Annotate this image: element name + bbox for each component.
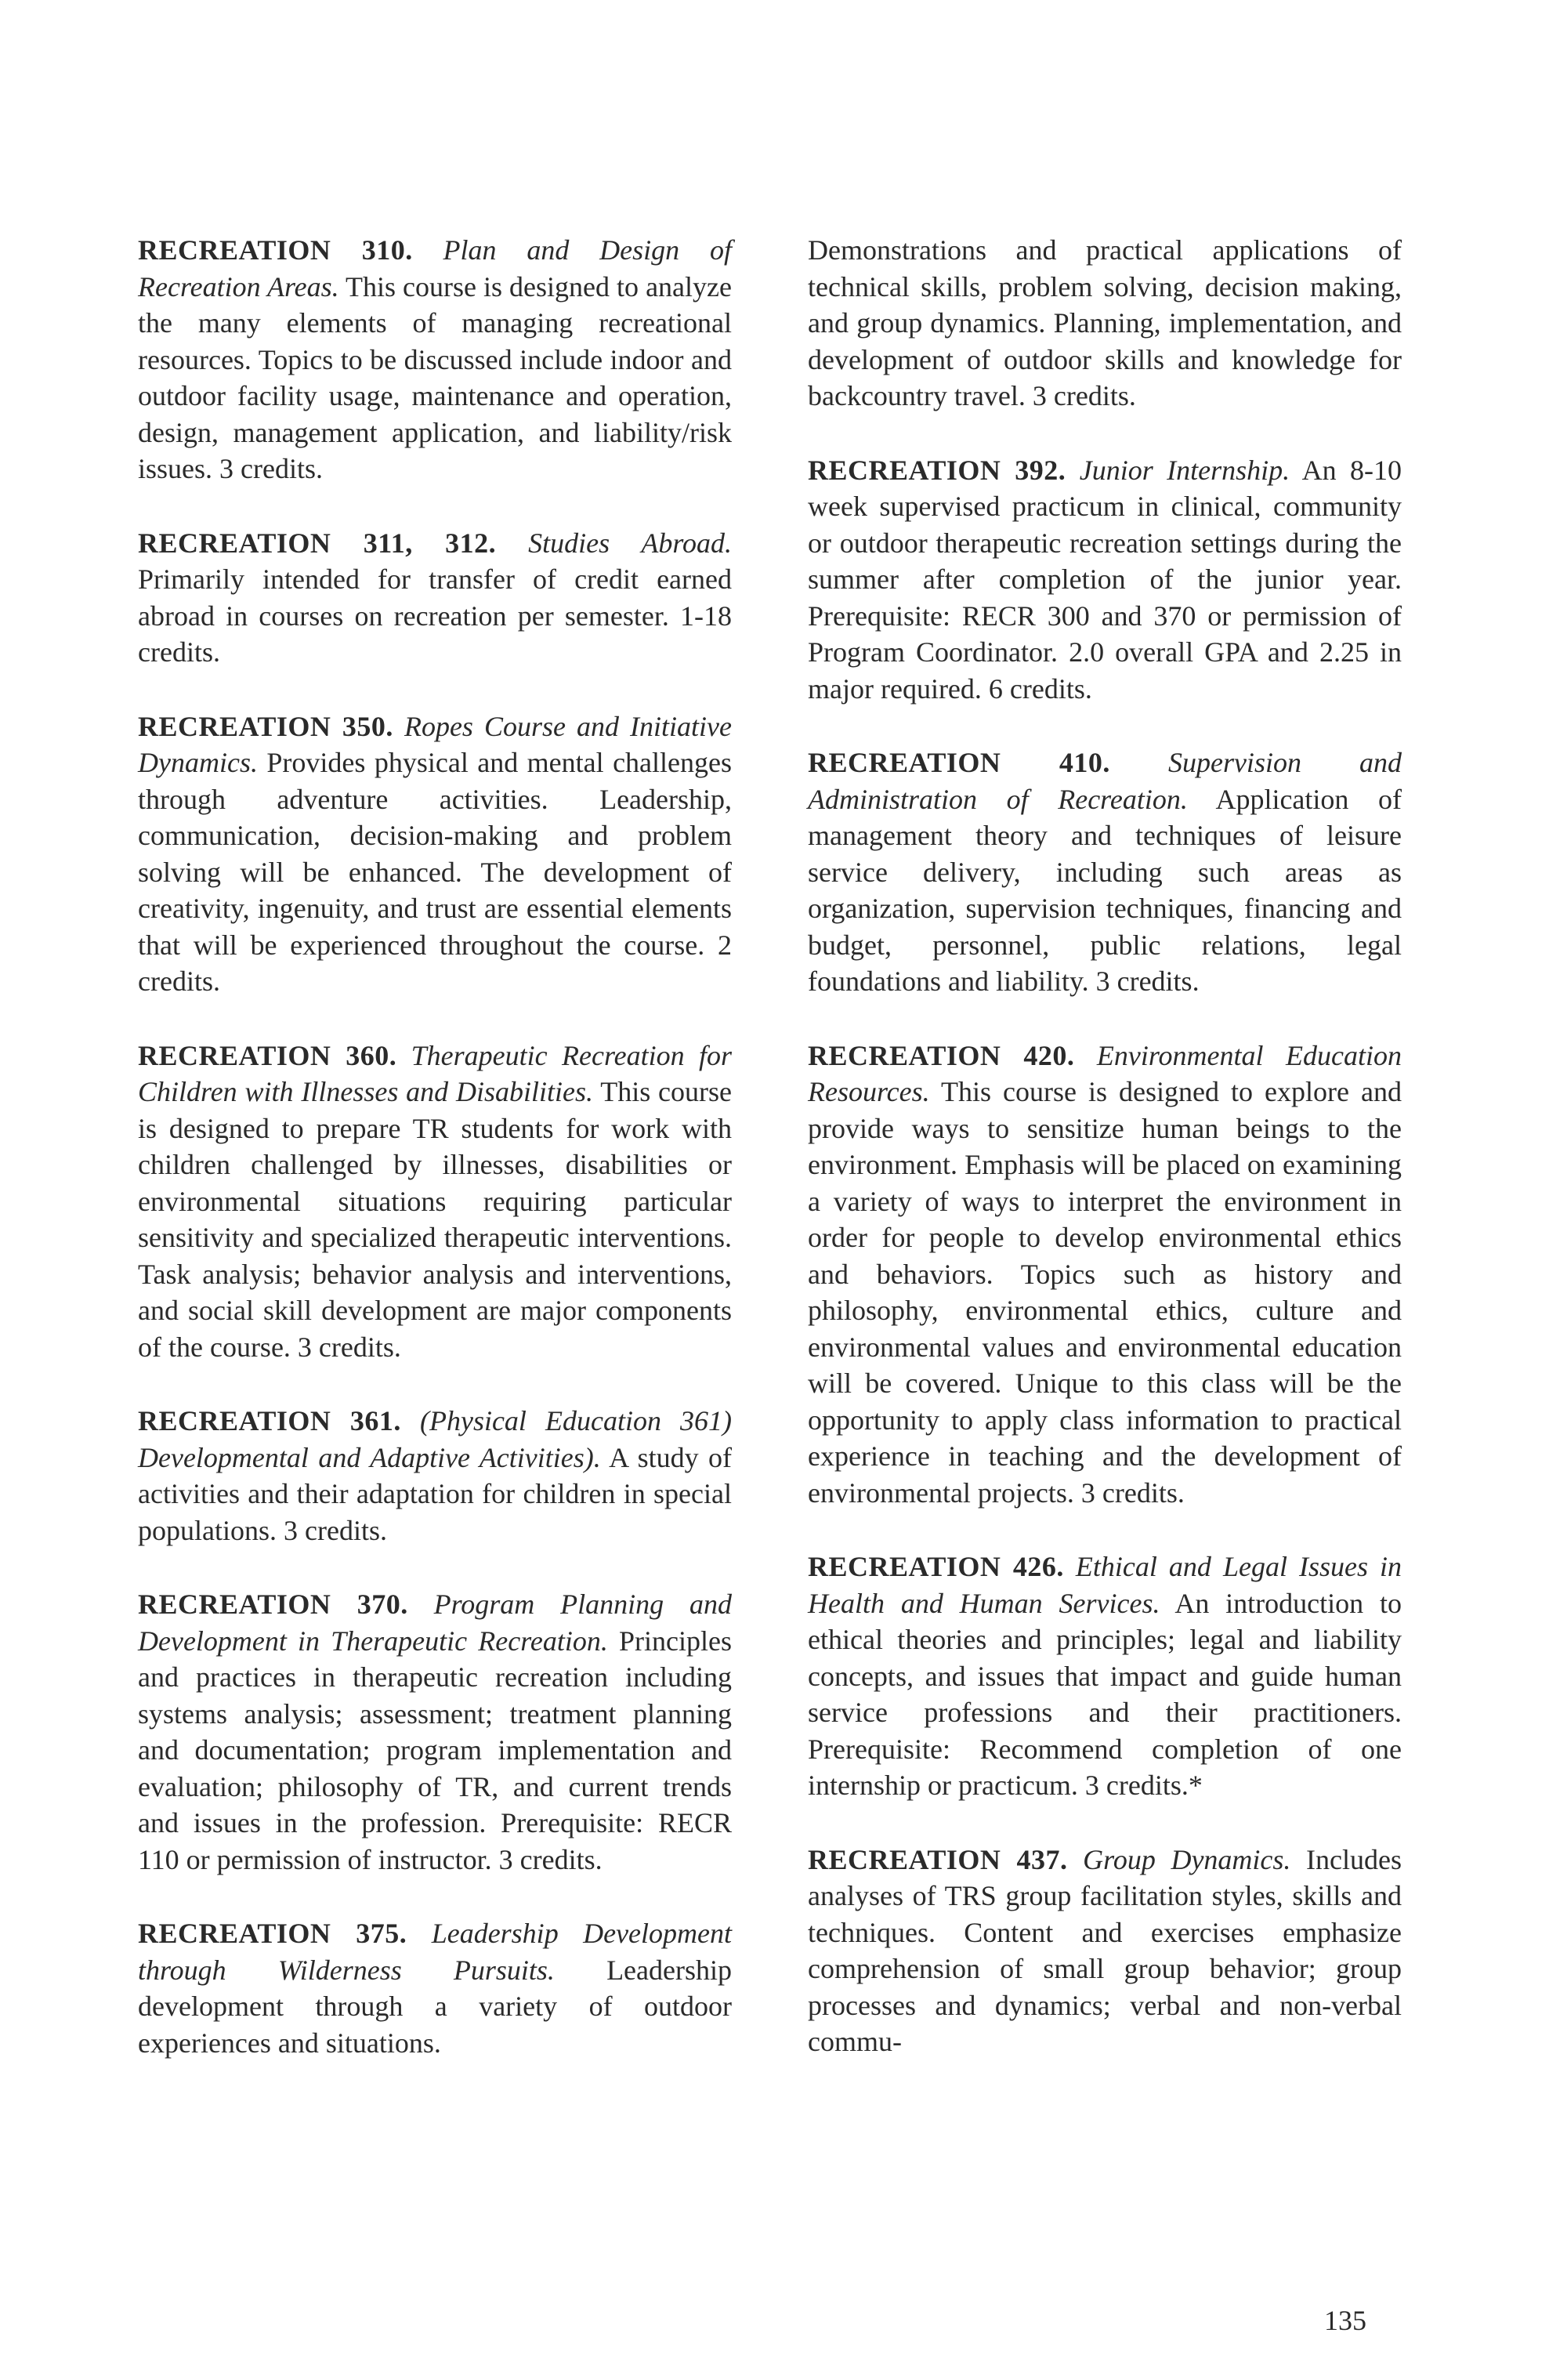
course-description: Demonstrations and practical applications of technical skills, problem solving, decision making, and group dynamics. Planning, implementation, and development of outdoor skills and knowledge for backcountry travel. 3 credits.	[808, 234, 1402, 411]
course-title: Therapeutic Recreation for Children with Illnesses and Disabilities.	[138, 1039, 732, 1107]
course-heading: RECREATION 311, 312.	[138, 527, 497, 559]
course-entry-410	[808, 744, 1402, 1000]
course-description: Principles and practices in therapeutic recreation including systems analysis; assessment; treatment planning and documentation; program implementation and evaluation; philosophy of TR, and current trends and issues in the profession. Prerequisite: RECR 110 or permission of instructor. 3 credits.	[138, 1625, 733, 1875]
page-number: 135	[1324, 2305, 1366, 2336]
course-description: Includes analyses of TRS group facilitation styles, skills and techniques. Content and exercises emphasize comprehension of small group behavior; group processes and dynamics; verbal and non-verbal commu-	[808, 1843, 1402, 2057]
course-title: Program Planning and Development in Therapeutic Recreation.	[138, 1588, 733, 1657]
course-title: Leadership Development through Wilderness Pursuits.	[138, 1918, 733, 1986]
course-description: Leadership development through a variety of outdoor experiences and situations.	[138, 1954, 732, 2059]
course-heading: RECREATION 360.	[138, 1039, 397, 1071]
course-description: This course is designed to analyze the many elements of managing recreational resources. Topics to be discussed include indoor and outdoor facility usage, maintenance and operation, design, management application, and liability/risk issues. 3 credits.	[138, 270, 732, 484]
course-entry-375-continued	[808, 232, 1402, 415]
course-entry-420	[808, 1038, 1402, 1512]
course-entry-350	[138, 708, 732, 1000]
course-description: An introduction to ethical theories and principles; legal and liability concepts, and issues that impact and guide human service professions and their practitioners. Prerequisite: Recommend completion of one internship or practicum. 3 credits.*	[808, 1587, 1402, 1801]
course-entry-392	[808, 452, 1402, 708]
course-description: Provides physical and mental challenges through adventure activities. Leadership, communication, decision-making and problem solving will be enhanced. The development of creativity, ingenuity, and trust are essential elements that will be experienced throughout the course. 2 credits.	[138, 747, 732, 997]
course-title: Plan and Design of Recreation Areas.	[138, 234, 732, 302]
course-description: This course is designed to explore and provide ways to sensitize human beings to the environment. Emphasis will be placed on examining a variety of ways to interpret the environment in order for people to develop environmental ethics and behaviors. Topics such as history and philosophy, environmental ethics, culture and environmental values and environmental education will be covered. Unique to this class will be the opportunity to apply class information to practical experience in teaching and the development of environmental projects. 3 credits.	[808, 1076, 1402, 1509]
course-entry-426	[808, 1549, 1402, 1804]
course-title: Group Dynamics.	[1083, 1843, 1291, 1875]
course-entry-360	[138, 1038, 732, 1366]
course-title: Ethical and Legal Issues in Health and Human Services.	[808, 1551, 1402, 1619]
course-heading: RECREATION 426.	[808, 1551, 1064, 1582]
course-entry-437	[808, 1842, 1402, 2060]
course-heading: RECREATION 420.	[808, 1039, 1075, 1071]
left-column	[138, 232, 732, 2099]
course-description: Application of management theory and techniques of leisure service delivery, including such areas as organization, supervision techniques, financing and budget, personnel, public relations, legal foundations and liability. 3 credits.	[808, 783, 1402, 997]
course-title: Supervision and Administration of Recreation.	[808, 747, 1402, 815]
course-title: Environmental Education Resources.	[808, 1039, 1402, 1107]
course-title: (Physical Education 361) Developmental and Adaptive Activities).	[138, 1405, 732, 1473]
course-description: A study of activities and their adaptation for children in special populations. 3 credits.	[138, 1441, 733, 1546]
course-heading: RECREATION 370.	[138, 1588, 408, 1620]
course-entry-375	[138, 1915, 732, 2061]
course-heading: RECREATION 437.	[808, 1843, 1068, 1875]
course-heading: RECREATION 392.	[808, 454, 1066, 486]
course-entry-370	[138, 1586, 732, 1878]
course-entry-310	[138, 232, 732, 487]
course-heading: RECREATION 310.	[138, 234, 413, 266]
course-description: An 8-10 week supervised practicum in clinical, community or outdoor therapeutic recreation settings during the summer after completion of the junior year. Prerequisite: RECR 300 and 370 or permission of Program Coordinator. 2.0 overall GPA and 2.25 in major required. 6 credits.	[808, 454, 1402, 705]
course-entry-361	[138, 1403, 732, 1549]
course-title: Junior Internship.	[1079, 454, 1290, 486]
course-heading: RECREATION 375.	[138, 1918, 407, 1949]
course-description: Primarily intended for transfer of credit earned abroad in courses on recreation per semester. 1-18 credits.	[138, 563, 732, 668]
right-column	[808, 232, 1402, 2098]
course-heading: RECREATION 361.	[138, 1405, 401, 1436]
course-heading: RECREATION 410.	[808, 747, 1110, 778]
course-title: Ropes Course and Initiative Dynamics.	[138, 710, 732, 778]
course-description: This course is designed to prepare TR students for work with children challenged by illnesses, disabilities or environmental situations requiring particular sensitivity and specialized therapeutic interventions. Task analysis; behavior analysis and interventions, and social skill development are major components of the course. 3 credits.	[138, 1076, 732, 1363]
course-title: Studies Abroad.	[528, 527, 732, 559]
course-entry-311-312	[138, 525, 732, 671]
course-heading: RECREATION 350.	[138, 710, 393, 742]
